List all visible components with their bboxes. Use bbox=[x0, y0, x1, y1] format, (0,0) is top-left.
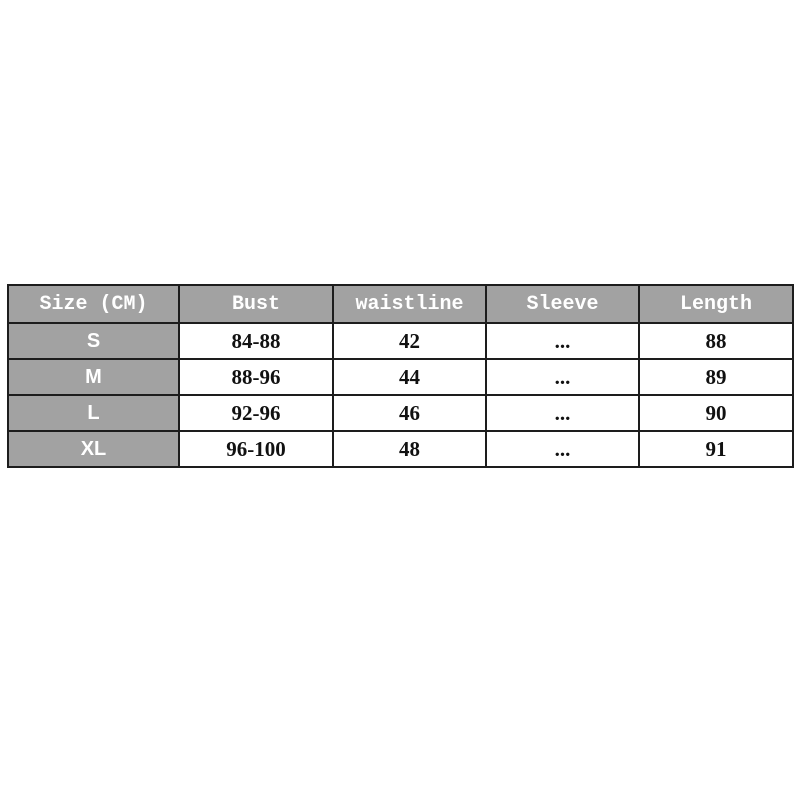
table-row-s bbox=[8, 323, 793, 359]
cell-xl-bust: 96-100 bbox=[179, 431, 333, 467]
cell-m-bust: 88-96 bbox=[179, 359, 333, 395]
cell-l-bust: 92-96 bbox=[179, 395, 333, 431]
cell-l-sleeve: ... bbox=[486, 395, 639, 431]
row-label-s: S bbox=[8, 323, 179, 359]
size-chart-table bbox=[7, 284, 794, 468]
row-label-l: L bbox=[8, 395, 179, 431]
table-row-l bbox=[8, 395, 793, 431]
cell-l-waistline: 46 bbox=[333, 395, 486, 431]
header-cell-sleeve: Sleeve bbox=[486, 285, 639, 323]
cell-xl-length: 91 bbox=[639, 431, 793, 467]
cell-m-sleeve: ... bbox=[486, 359, 639, 395]
cell-s-length: 88 bbox=[639, 323, 793, 359]
cell-s-sleeve: ... bbox=[486, 323, 639, 359]
cell-xl-sleeve: ... bbox=[486, 431, 639, 467]
table-row-m bbox=[8, 359, 793, 395]
header-cell-size: Size (CM) bbox=[8, 285, 179, 323]
cell-m-waistline: 44 bbox=[333, 359, 486, 395]
cell-xl-waistline: 48 bbox=[333, 431, 486, 467]
cell-m-length: 89 bbox=[639, 359, 793, 395]
row-label-m: M bbox=[8, 359, 179, 395]
header-cell-waistline: waistline bbox=[333, 285, 486, 323]
cell-l-length: 90 bbox=[639, 395, 793, 431]
header-cell-length: Length bbox=[639, 285, 793, 323]
header-row bbox=[8, 285, 793, 323]
cell-s-bust: 84-88 bbox=[179, 323, 333, 359]
header-cell-bust: Bust bbox=[179, 285, 333, 323]
row-label-xl: XL bbox=[8, 431, 179, 467]
cell-s-waistline: 42 bbox=[333, 323, 486, 359]
table-row-xl bbox=[8, 431, 793, 467]
